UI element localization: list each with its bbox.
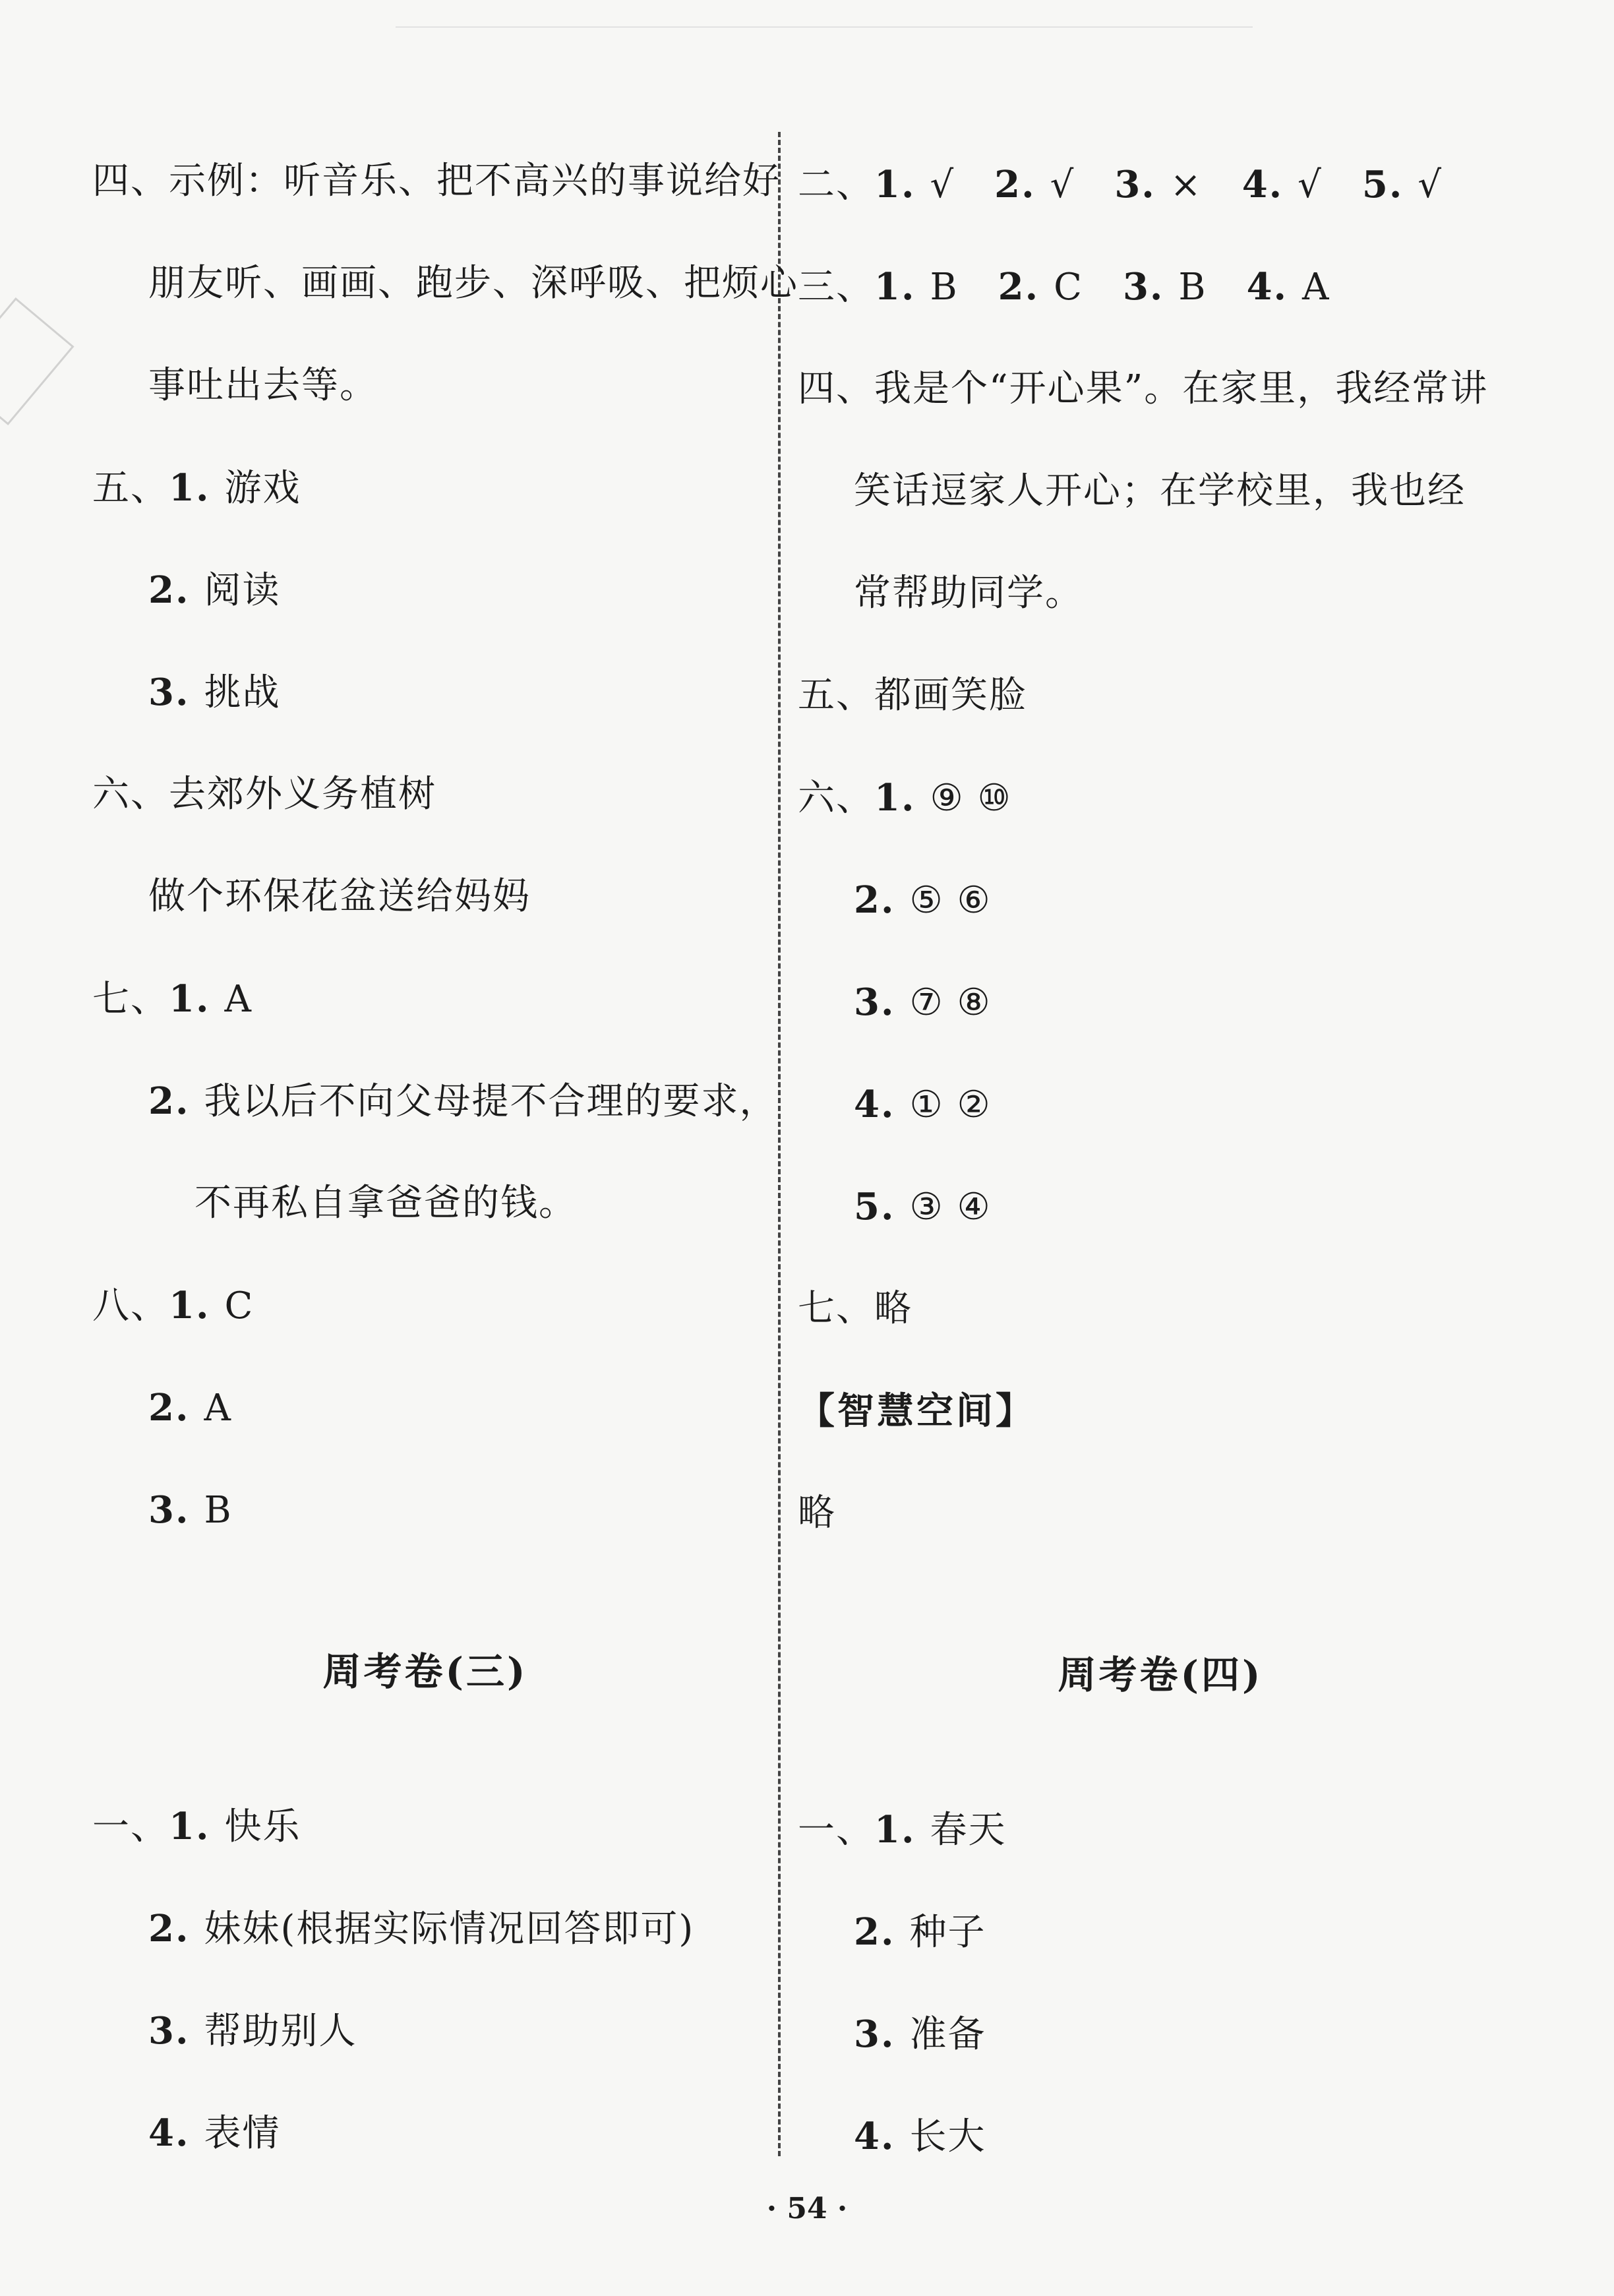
left-s5-item3: 3. 挑战: [148, 671, 281, 714]
right-s4-line3: 常帮助同学。: [854, 572, 1083, 615]
left-section-title: 周考卷(三): [322, 1649, 528, 1694]
wisdom-heading: 【智慧空间】: [798, 1389, 1035, 1433]
left-s8-item2: 2. A: [148, 1386, 232, 1430]
right-s6-item3: 3. ⑦ ⑧: [854, 981, 992, 1024]
left-s5-item1: 五、1. 游戏: [92, 466, 301, 510]
left-w1-item1: 一、1. 快乐: [92, 1805, 301, 1848]
right-s6-item1: 六、1. ⑨ ⑩: [798, 776, 1012, 820]
wisdom-text: 略: [798, 1492, 836, 1534]
right-s6-item4: 4. ① ②: [854, 1083, 992, 1126]
left-s8-item3: 3. B: [148, 1488, 233, 1532]
margin-stamp: [0, 297, 75, 425]
right-s5: 五、都画笑脸: [798, 674, 1027, 717]
right-section-title: 周考卷(四): [1058, 1652, 1263, 1697]
left-s8-item1: 八、1. C: [92, 1284, 254, 1327]
left-s6-line2: 做个环保花盆送给妈妈: [148, 875, 531, 918]
left-s4-line3: 事吐出去等。: [148, 364, 378, 407]
left-s4-line2: 朋友听、画画、跑步、深呼吸、把烦心: [148, 262, 798, 305]
right-s6-item5: 5. ③ ④: [854, 1185, 992, 1228]
right-s4-line2: 笑话逗家人开心；在学校里，我也经: [854, 469, 1466, 512]
right-w1-item2: 2. 种子: [854, 1910, 986, 1954]
right-s4-line1: 四、我是个“开心果”。在家里，我经常讲: [798, 367, 1489, 410]
left-w1-item4: 4. 表情: [148, 2111, 281, 2155]
right-w1-item4: 4. 长大: [854, 2115, 986, 2158]
left-w1-item2: 2. 妹妹(根据实际情况回答即可): [148, 1907, 695, 1950]
right-w1-item3: 3. 准备: [854, 2012, 986, 2056]
left-s6-line1: 六、去郊外义务植树: [92, 773, 436, 816]
right-s2: 二、1. √ 2. √ 3. × 4. √ 5. √: [798, 163, 1443, 206]
right-w1-item1: 一、1. 春天: [798, 1808, 1007, 1852]
left-s7-item1: 七、1. A: [92, 977, 253, 1021]
left-s4-line1: 四、示例：听音乐、把不高兴的事说给好: [92, 160, 781, 202]
right-s7: 七、略: [798, 1287, 912, 1330]
page-number: · 54 ·: [766, 2192, 848, 2225]
left-s7-item2: 2. 我以后不向父母提不合理的要求，: [148, 1079, 778, 1123]
left-s7-item2-cont: 不再私自拿爸爸的钱。: [194, 1182, 577, 1224]
right-column: [798, 0, 1523, 2296]
column-divider: [778, 132, 781, 2156]
left-s5-item2: 2. 阅读: [148, 568, 281, 612]
left-column: [92, 0, 798, 2296]
right-s3: 三、1. B 2. C 3. B 4. A: [798, 265, 1330, 309]
right-s6-item2: 2. ⑤ ⑥: [854, 878, 992, 922]
left-w1-item3: 3. 帮助别人: [148, 2009, 357, 2053]
